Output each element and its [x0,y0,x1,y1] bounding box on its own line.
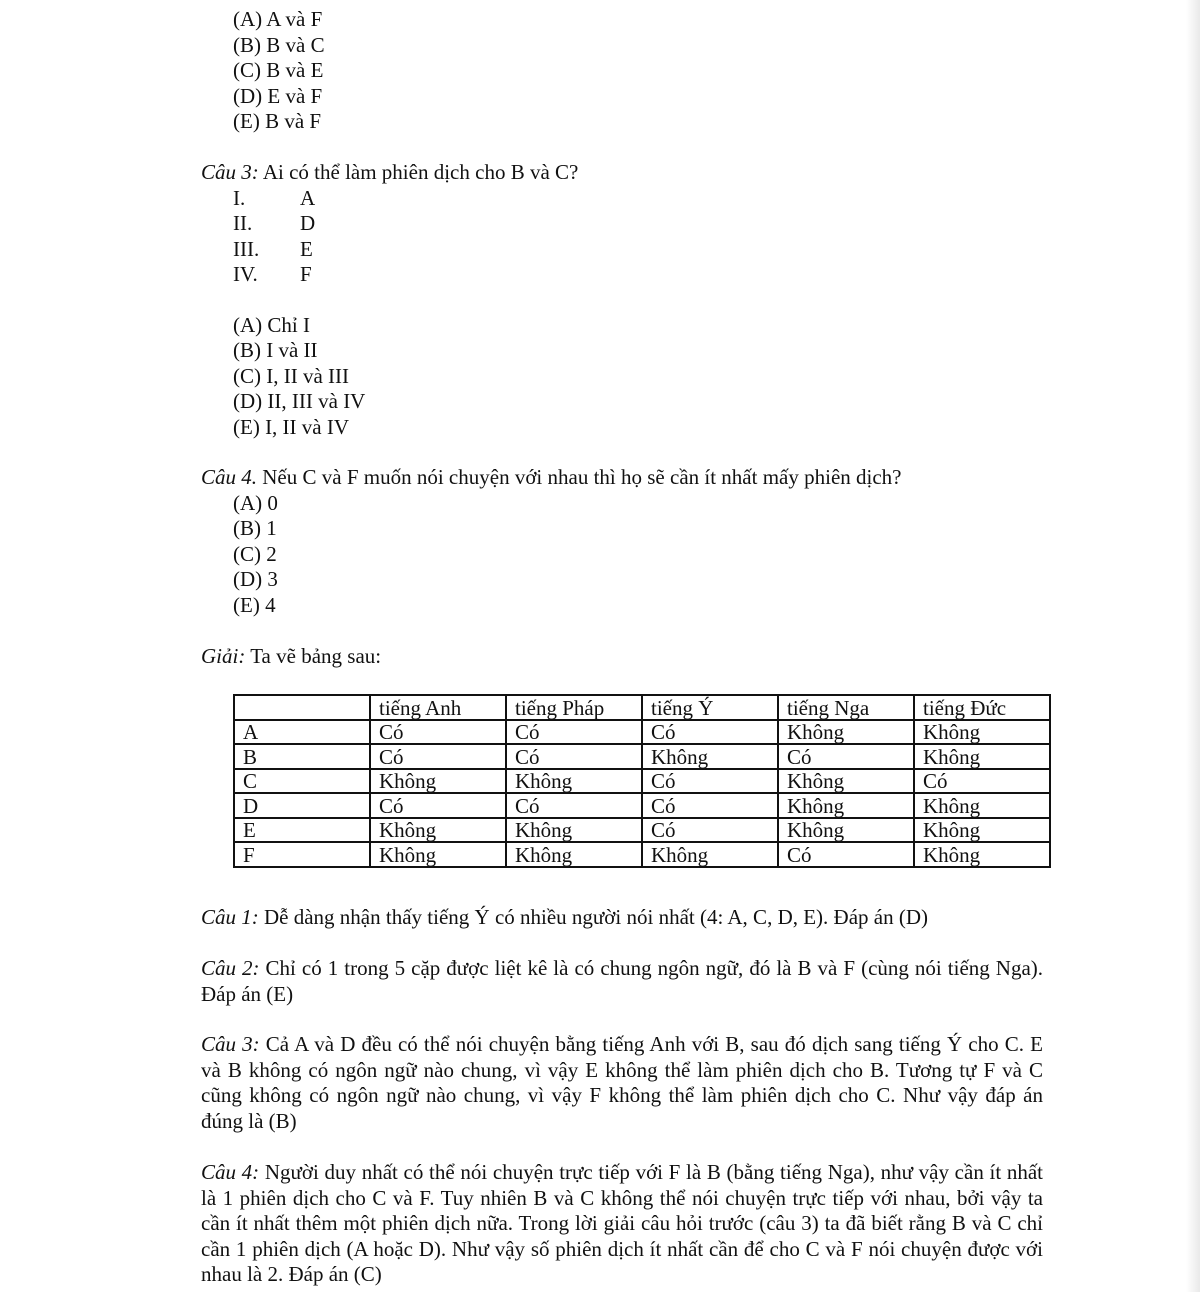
roman-value: D [300,211,316,235]
table-cell: Không [506,769,642,794]
table-cell: Không [506,818,642,843]
roman-numeral: IV. [233,262,258,286]
solution-label: Giải: [201,644,246,668]
table-cell: Có [370,793,506,818]
table-cell: Không [914,744,1050,769]
table-cell: Có [370,744,506,769]
q4-text: Nếu C và F muốn nói chuyện với nhau thì họ sẽ cần ít nhất mấy phiên dịch? [257,465,902,489]
table-row-label: E [234,818,370,843]
table-cell: Có [506,720,642,745]
table-cell: Không [506,842,642,867]
answer-1 [201,905,1043,931]
roman-value: F [300,262,312,286]
table-row [234,720,1050,745]
q3-option-c: (C) I, II và III [233,364,350,388]
q4-option-c: (C) 2 [233,542,277,566]
table-row-label: A [234,720,370,745]
answer-label: Câu 4: [201,1160,260,1184]
answer-text: Cả A và D đều có thể nói chuyện bằng tiếng Anh với B, sau đó dịch sang tiếng Ý cho C. E và B không có ngôn ngữ nào chung, vì vậy E không thể làm phiên dịch cho B. Tương tự F và C cũng không có ngôn ngữ nào chung, vì vậy F không thể làm phiên dịch cho C. Như vậy đáp án đúng là (B) [201,1032,1043,1133]
q4-label: Câu 4. [201,465,258,489]
roman-numeral: II. [233,211,253,235]
table-row [234,842,1050,867]
q2-option-e: (E) B và F [233,109,322,133]
answer-label: Câu 3: [201,1032,260,1056]
table-cell: Không [914,818,1050,843]
answer-label: Câu 2: [201,956,260,980]
q3-question [201,162,578,183]
table-cell: Không [642,842,778,867]
table-cell: Có [778,744,914,769]
answer-text: Người duy nhất có thể nói chuyện trực tiếp với F là B (bằng tiếng Nga), như vậy cần ít nhất là 1 phiên dịch cho C và F. Tuy nhiên B và C không thể nói chuyện trực tiếp với nhau, bởi vậy ta cần ít nhất thêm một phiên dịch nữa. Trong lời giải câu hỏi trước (câu 3) ta đã biết rằng B và C chỉ cần 1 phiên dịch (A hoặc D). Như vậy số phiên dịch ít nhất cần để cho C và F nói chuyện được với nhau là 2. Đáp án (C) [201,1160,1043,1286]
q4-question [201,467,902,488]
solution-intro [201,646,381,667]
answer-4 [201,1160,1043,1288]
q3-roman-1 [233,188,315,209]
table-row [234,744,1050,769]
table-header-cell: tiếng Đức [914,695,1050,720]
q4-option-e: (E) 4 [233,593,276,617]
table-cell: Không [778,769,914,794]
table-cell: Không [914,793,1050,818]
answer-3 [201,1032,1043,1134]
table-cell: Có [642,818,778,843]
q3-text: Ai có thể làm phiên dịch cho B và C? [258,160,579,184]
table-cell: Có [506,793,642,818]
q2-option-b: (B) B và C [233,33,325,57]
table-cell: Không [370,842,506,867]
table-row-label: F [234,842,370,867]
table-header-cell: tiếng Anh [370,695,506,720]
roman-value: A [300,186,316,210]
table-header-cell: tiếng Nga [778,695,914,720]
table-row [234,818,1050,843]
q3-roman-4 [233,264,312,285]
table-row [234,793,1050,818]
table-cell: Không [370,818,506,843]
table-cell: Không [778,720,914,745]
q3-roman-2 [233,213,315,234]
q2-option-c: (C) B và E [233,58,324,82]
roman-numeral: I. [233,186,246,210]
table-cell: Có [506,744,642,769]
table-row-label: D [234,793,370,818]
answer-label: Câu 1: [201,905,259,929]
q2-option-a: (A) A và F [233,7,323,31]
answer-2 [201,956,1043,1007]
language-table [233,694,1051,868]
q3-option-d: (D) II, III và IV [233,389,366,413]
q3-option-a: (A) Chỉ I [233,313,310,337]
table-cell: Có [642,769,778,794]
table-cell: Có [778,842,914,867]
table-cell: Không [370,769,506,794]
table-header-cell: tiếng Pháp [506,695,642,720]
table-cell: Không [778,818,914,843]
table-cell: Không [778,793,914,818]
table-header-cell: tiếng Ý [642,695,778,720]
q4-option-b: (B) 1 [233,516,277,540]
table-cell: Có [642,720,778,745]
table-cell: Không [914,842,1050,867]
q3-option-b: (B) I và II [233,338,318,362]
q2-option-d: (D) E và F [233,84,323,108]
table-row-label: B [234,744,370,769]
table-cell: Không [914,720,1050,745]
q4-option-a: (A) 0 [233,491,278,515]
table-header-row [234,695,1050,720]
q3-label: Câu 3: [201,160,259,184]
table-header-cell [234,695,370,720]
table-cell: Có [642,793,778,818]
table-cell: Có [370,720,506,745]
table-row-label: C [234,769,370,794]
solution-text: Ta vẽ bảng sau: [245,644,382,668]
roman-numeral: III. [233,237,260,261]
answer-text: Dễ dàng nhận thấy tiếng Ý có nhiều người nói nhất (4: A, C, D, E). Đáp án (D) [258,905,929,929]
roman-value: E [300,237,313,261]
answer-text: Chỉ có 1 trong 5 cặp được liệt kê là có chung ngôn ngữ, đó là B và F (cùng nói tiếng Nga). Đáp án (E) [201,956,1044,1006]
q4-option-d: (D) 3 [233,567,278,591]
q3-option-e: (E) I, II và IV [233,415,350,439]
scrollbar-edge [1186,0,1200,1292]
table-cell: Không [642,744,778,769]
q3-roman-3 [233,239,313,260]
table-cell: Có [914,769,1050,794]
table-row [234,769,1050,794]
